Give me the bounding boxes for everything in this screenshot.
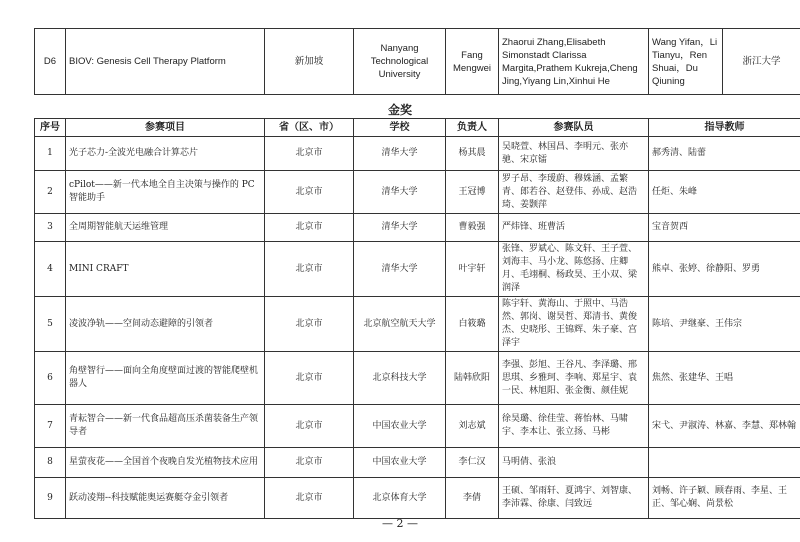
cell-no: 5 [35, 297, 66, 352]
cell-project: 青耘智合——新一代食品超高压杀菌装备生产领导者 [66, 405, 265, 448]
table-row [35, 478, 800, 519]
cell-school: 清华大学 [354, 137, 446, 171]
cell-school: 北京航空航天大学 [354, 297, 446, 352]
table-row [35, 137, 800, 171]
gold-award-table [34, 118, 800, 519]
cell-leader: 杨其晨 [446, 137, 499, 171]
cell-members: 徐昊璐、徐佳莹、蒋怡林、马啸宇、李本让、张立扬、马彬 [499, 405, 649, 448]
cell-project: 光子芯力-全波光电融合计算芯片 [66, 137, 265, 171]
cell-members: 陈宇轩、黄海山、于照中、马浩然、郭岗、谢昊哲、郑清书、黄俊杰、史晓彤、王锦辉、朱子豪、宫泽宇 [499, 297, 649, 352]
cell-province: 北京市 [265, 448, 354, 478]
cell-province: 北京市 [265, 171, 354, 214]
cell-members: 张锋、罗斌心、陈文轩、王子萱、刘海丰、马小龙、陈悠扬、庄卿月、毛翊桐、杨政昊、王小双、梁润泽 [499, 242, 649, 297]
cell-school: 北京科技大学 [354, 352, 446, 405]
header-leader: 负责人 [446, 119, 499, 137]
table-row [35, 214, 800, 242]
cell-school: 中国农业大学 [354, 448, 446, 478]
cell-project: 全周期智能航天运维管理 [66, 214, 265, 242]
cell-project: cPilot——新一代本地全自主决策与操作的 PC 智能助手 [66, 171, 265, 214]
cell-leader: 曹毅强 [446, 214, 499, 242]
cell-advisors: 刘畅、许子颖、顾春雨、李星、王正、邹心娴、尚景松 [649, 478, 800, 519]
page-number: — 2 — [382, 517, 418, 530]
cell-province: 北京市 [265, 137, 354, 171]
continuation-table [34, 28, 800, 95]
cell-province: 北京市 [265, 405, 354, 448]
header-school: 学校 [354, 119, 446, 137]
cell-leader: 陆韩欣阳 [446, 352, 499, 405]
cell-advisors: 郝秀清、陆蕾 [649, 137, 800, 171]
cell-members: 马明倩、张浪 [499, 448, 649, 478]
cell-leader: 李仁汉 [446, 448, 499, 478]
table-row [35, 242, 800, 297]
header-advisors: 指导教师 [649, 119, 800, 137]
cell-advisors [649, 448, 800, 478]
table-row [35, 352, 800, 405]
cell-members: 吴晓萱、林国昌、李明元、张亦驰、宋京镭 [499, 137, 649, 171]
cell-host: 浙江大学 [723, 29, 800, 95]
cell-project: MINI CRAFT [66, 242, 265, 297]
cell-school: 清华大学 [354, 214, 446, 242]
header-row [35, 119, 800, 137]
cell-advisors: Wang Yifan，Li Tianyu，Ren Shuai，Du Qiuning [649, 29, 723, 95]
section-title: 金奖 [387, 103, 412, 117]
cell-province: 北京市 [265, 478, 354, 519]
cell-school: 清华大学 [354, 171, 446, 214]
table-row [35, 448, 800, 478]
cell-project: 跃动凌翔--科技赋能奥运赛艇夺金引领者 [66, 478, 265, 519]
cell-no: 6 [35, 352, 66, 405]
cell-advisors: 熊卓、张婷、徐静阳、罗勇 [649, 242, 800, 297]
table-row [35, 171, 800, 214]
cell-school: 北京体育大学 [354, 478, 446, 519]
cell-project: 凌波净轨——空间动态避障的引领者 [66, 297, 265, 352]
cell-no: 7 [35, 405, 66, 448]
cell-no: 9 [35, 478, 66, 519]
cell-advisors: 陈培、尹继豪、王伟宗 [649, 297, 800, 352]
table-row [35, 405, 800, 448]
header-province: 省（区、市） [265, 119, 354, 137]
cell-province: 北京市 [265, 352, 354, 405]
table-row [35, 297, 800, 352]
cell-no: 4 [35, 242, 66, 297]
cell-advisors: 宝音贺西 [649, 214, 800, 242]
cell-project: BIOV: Genesis Cell Therapy Platform [66, 29, 265, 95]
cell-no: 8 [35, 448, 66, 478]
cell-no: 2 [35, 171, 66, 214]
cell-school: 中国农业大学 [354, 405, 446, 448]
cell-leader: 白筱璐 [446, 297, 499, 352]
cell-leader: 王冠博 [446, 171, 499, 214]
cell-leader: 李倩 [446, 478, 499, 519]
cell-project: 角壁智行——面向全角度壁面过渡的智能爬壁机器人 [66, 352, 265, 405]
header-no: 序号 [35, 119, 66, 137]
cell-province: 北京市 [265, 214, 354, 242]
cell-leader: 刘志斌 [446, 405, 499, 448]
cell-region: 新加坡 [265, 29, 354, 95]
header-project: 参赛项目 [66, 119, 265, 137]
cell-advisors: 焦然、张建华、王唱 [649, 352, 800, 405]
cell-advisors: 任炬、朱峰 [649, 171, 800, 214]
cell-no: 1 [35, 137, 66, 171]
cell-members: 王硕、邹雨轩、夏鸿宇、刘智康、李沛霖、徐康、闫致远 [499, 478, 649, 519]
cell-school: Nanyang Technological University [354, 29, 446, 95]
cell-project: 星萤夜花——全国首个夜晚自发光植物技术应用 [66, 448, 265, 478]
header-members: 参赛队员 [499, 119, 649, 137]
cell-advisors: 宋弋、尹淑涛、林嘉、李慧、郑林翰 [649, 405, 800, 448]
cell-members: 李强、彭旭、王谷凡、李泽璐、邢思琪、乡雅珂、李响、郑星宇、袁一民、林旭阳、张金衡、颜佳妮 [499, 352, 649, 405]
cell-members: Zhaorui Zhang,Elisabeth Simonstadt Clarissa Margita,Prathem Kukreja,Cheng Jing,Yiyang Lin,Xinhui He [499, 29, 649, 95]
cell-leader: Fang Mengwei [446, 29, 499, 95]
cell-no: 3 [35, 214, 66, 242]
cell-province: 北京市 [265, 297, 354, 352]
cell-no: D6 [35, 29, 66, 95]
cell-members: 严炜锋、班曹活 [499, 214, 649, 242]
cell-members: 罗子昂、李瑷蔚、穆姝涵、孟繁青、郎若谷、赵登伟、孙成、赵浩琦、姜颢萍 [499, 171, 649, 214]
cell-leader: 叶宇轩 [446, 242, 499, 297]
cell-school: 清华大学 [354, 242, 446, 297]
table-row [35, 29, 800, 95]
cell-province: 北京市 [265, 242, 354, 297]
